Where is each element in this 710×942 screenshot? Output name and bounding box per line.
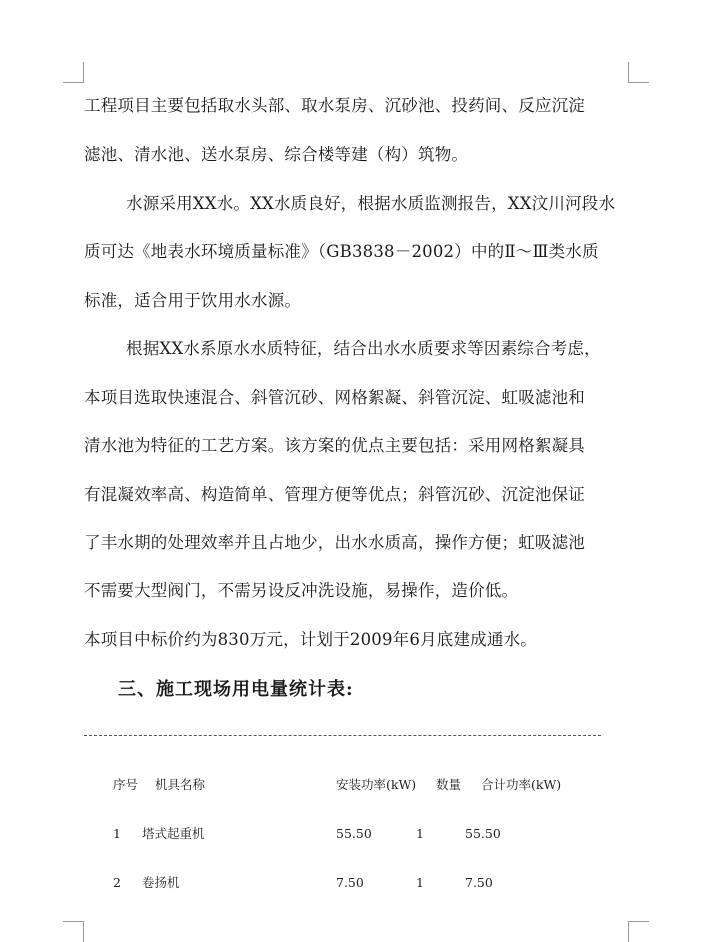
body-text-line: 根据XX水系原水水质特征，结合出水水质要求等因素综合考虑，	[126, 339, 601, 358]
page-corner-mark-bottom-right	[628, 921, 649, 942]
column-header-name: 机具名称	[155, 777, 206, 792]
column-header-total: 合计功率(kW)	[481, 777, 562, 792]
cell-qty: 1	[416, 826, 424, 841]
body-text-line: 标准，适合用于饮用水水源。	[84, 291, 302, 310]
cell-name: 塔式起重机	[142, 826, 205, 841]
cell-seq: 2	[113, 875, 121, 890]
column-header-qty: 数量	[436, 777, 462, 792]
body-text-line: 了丰水期的处理效率并且占地少，出水水质高，操作方便；虹吸滤池	[84, 533, 585, 552]
body-text-line: 质可达《地表水环境质量标准》（GB3838－2002）中的Ⅱ～Ⅲ类水质	[84, 242, 599, 261]
section-heading: 三、施工现场用电量统计表:	[118, 679, 354, 700]
cell-total: 7.50	[465, 875, 493, 890]
cell-name: 卷扬机	[142, 875, 180, 890]
cell-qty: 1	[416, 875, 424, 890]
body-text-line: 有混凝效率高、构造简单、管理方便等优点；斜管沉砂、沉淀池保证	[84, 485, 585, 504]
cell-total: 55.50	[465, 826, 501, 841]
body-text-line: 水源采用XX水。XX水质良好，根据水质监测报告，XX汶川河段水	[126, 194, 616, 213]
body-text-line: 滤池、清水池、送水泵房、综合楼等建（构）筑物。	[84, 145, 469, 164]
column-header-seq: 序号	[113, 777, 139, 792]
page-corner-mark-top-left	[63, 62, 84, 83]
dashed-separator	[84, 735, 601, 736]
body-text-line: 本项目选取快速混合、斜管沉砂、网格絮凝、斜管沉淀、虹吸滤池和	[84, 388, 585, 407]
page-corner-mark-bottom-left	[63, 921, 84, 942]
body-text-line: 本项目中标价约为830万元，计划于2009年6月底建成通水。	[84, 630, 537, 649]
column-header-power: 安装功率(kW)	[336, 777, 417, 792]
cell-seq: 1	[113, 826, 121, 841]
body-text-line: 清水池为特征的工艺方案。该方案的优点主要包括：采用网格絮凝具	[84, 436, 585, 455]
cell-power: 55.50	[336, 826, 372, 841]
body-text-line: 不需要大型阀门，不需另设反冲洗设施，易操作，造价低。	[84, 581, 519, 600]
body-text-line: 工程项目主要包括取水头部、取水泵房、沉砂池、投药间、反应沉淀	[84, 96, 585, 115]
cell-power: 7.50	[336, 875, 364, 890]
page-corner-mark-top-right	[628, 62, 649, 83]
